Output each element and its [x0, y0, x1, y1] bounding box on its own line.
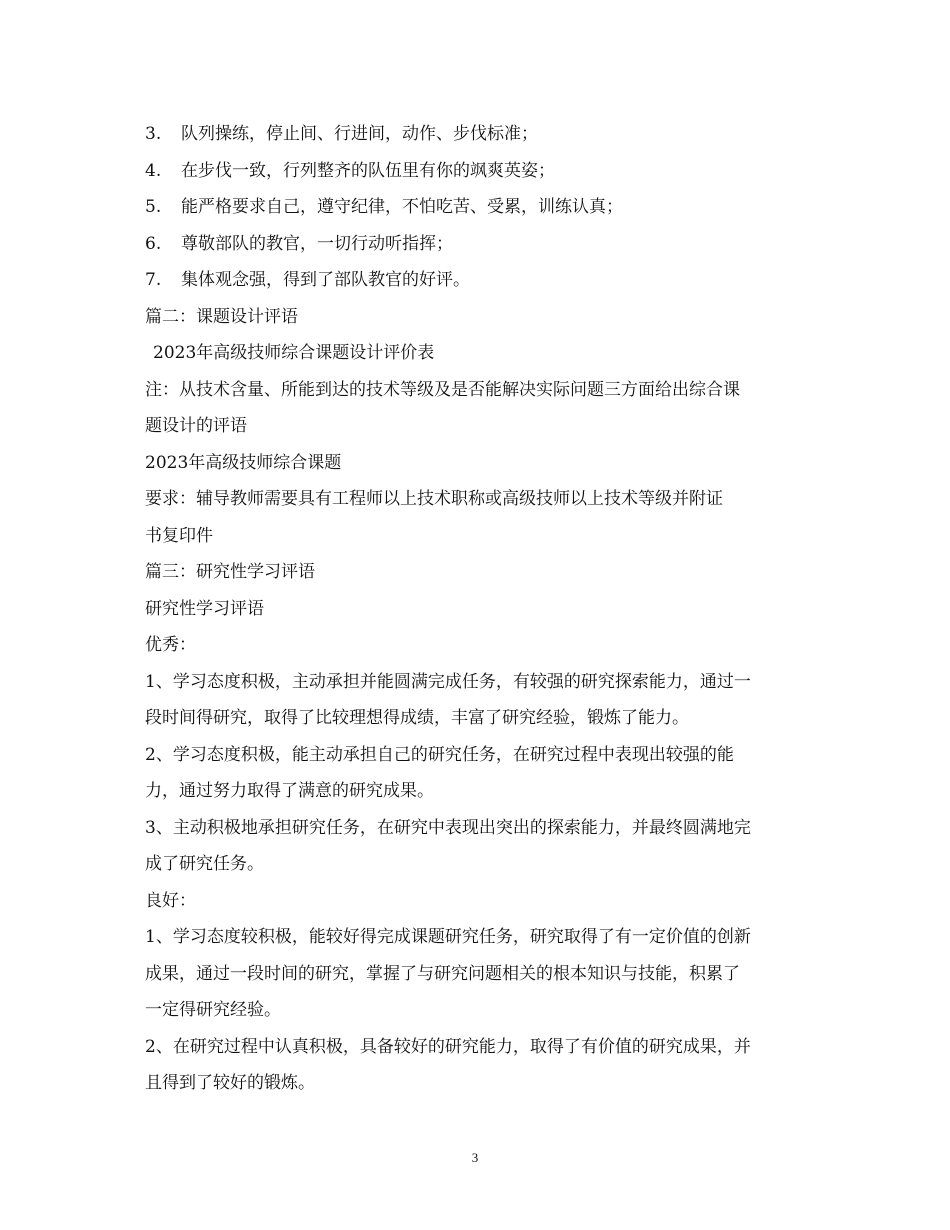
paragraph-line: 一定得研究经验。 [145, 1000, 281, 1020]
note-text: 题设计的评语 [145, 416, 247, 436]
section-heading: 篇三：研究性学习评语 [145, 562, 315, 582]
paragraph-line: 2、学习态度积极，能主动承担自己的研究任务，在研究过程中表现出较强的能 [145, 744, 734, 765]
requirement-text: 书复印件 [145, 525, 213, 546]
paragraph-line: 且得到了较好的锻炼。 [145, 1073, 315, 1093]
list-item-text: 集体观念强，得到了部队教官的好评。 [181, 270, 470, 290]
paragraph-line: 力，通过努力取得了满意的研究成果。 [145, 781, 434, 801]
grade-label: 优秀： [145, 635, 196, 655]
subtitle: 2023年高级技师综合课题 [145, 452, 342, 473]
grade-label: 良好： [145, 890, 196, 911]
paragraph-line: 段时间得研究，取得了比较理想得成绩，丰富了研究经验，锻炼了能力。 [145, 708, 689, 728]
subtitle: 研究性学习评语 [145, 598, 264, 619]
list-item [145, 116, 810, 153]
list-item-text: 能严格要求自己，遵守纪律，不怕吃苦、受累，训练认真； [181, 197, 623, 217]
list-item-number: 4. [145, 160, 162, 181]
paragraph-line: 成果，通过一段时间的研究，掌握了与研究问题相关的根本知识与技能，积累了 [145, 963, 740, 984]
paragraph-line: 3、主动积极地承担研究任务，在研究中表现出突出的探索能力，并最终圆满地完 [145, 817, 751, 838]
list-item-number: 3. [145, 124, 162, 144]
list-item-text: 队列操练，停止间、行进间，动作、步伐标准； [181, 124, 538, 144]
list-item [145, 262, 810, 299]
paragraph-line: 成了研究任务。 [145, 854, 264, 874]
paragraph-line: 2、在研究过程中认真积极，具备较好的研究能力，取得了有价值的研究成果，并 [145, 1036, 751, 1057]
section-heading: 篇二：课题设计评语 [145, 306, 298, 327]
paragraph-line: 1、学习态度积极，主动承担并能圆满完成任务，有较强的研究探索能力，通过一 [145, 671, 751, 692]
page-content [145, 116, 810, 1102]
list-item-number: 6. [145, 233, 162, 254]
table-title: 2023年高级技师综合课题设计评价表 [153, 343, 435, 363]
list-item [145, 226, 810, 263]
page-number: 3 [471, 1150, 479, 1165]
requirement-text: 要求：辅导教师需要具有工程师以上技术职称或高级技师以上技术等级并附证 [145, 489, 723, 509]
list-item-text: 在步伐一致，行列整齐的队伍里有你的飒爽英姿； [181, 160, 555, 181]
list-item-number: 5. [145, 197, 162, 217]
note-text: 注：从技术含量、所能到达的技术等级及是否能解决实际问题三方面给出综合课 [145, 379, 740, 400]
list-item [145, 189, 810, 226]
list-item-text: 尊敬部队的教官，一切行动听指挥； [181, 233, 453, 254]
paragraph-line: 1、学习态度较积极，能较好得完成课题研究任务，研究取得了有一定价值的创新 [145, 927, 751, 947]
list-item-number: 7. [145, 270, 162, 290]
list-item [145, 153, 810, 190]
